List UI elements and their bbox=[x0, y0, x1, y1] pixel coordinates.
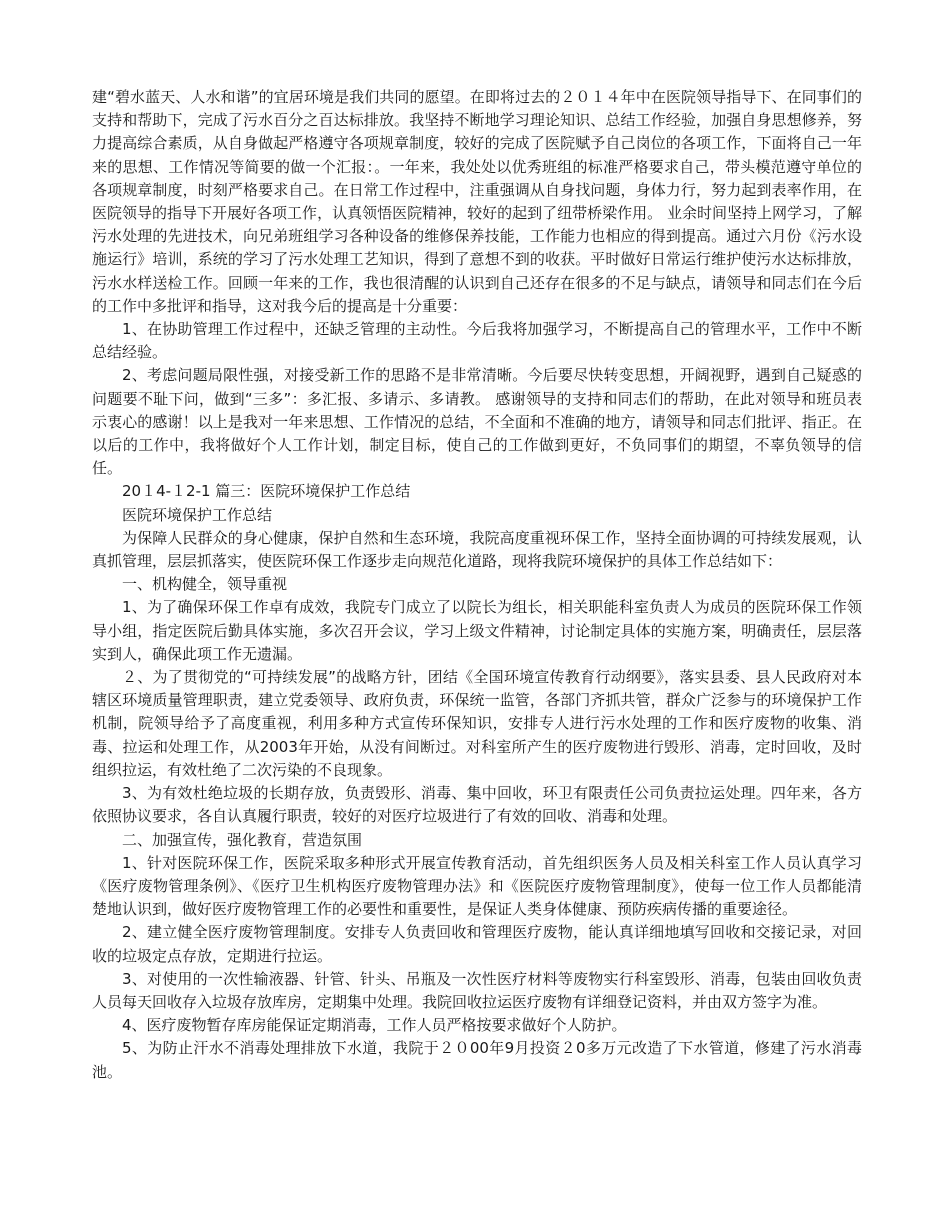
paragraph-overview: 为保障人民群众的身心健康，保护自然和生态环境，我院高度重视环保工作，坚持全面协调的可持续发展观，认真抓管理，层层抓落实，使医院环保工作逐步走向规范化道路，现将我院环境保护的具体工作总结如下： bbox=[92, 528, 862, 571]
paragraph-item-1: 1、在协助管理工作过程中，还缺乏管理的主动性。今后我将加强学习，不断提高自己的管理水平，工作中不断总结经验。 bbox=[92, 320, 862, 362]
date-and-section-title: 20１4-１2-1 篇三：医院环境保护工作总结 bbox=[122, 482, 411, 501]
paragraph-pub-4: 4、医疗废物暂存库房能保证定期消毒，工作人员严格按要求做好个人防护。 bbox=[122, 1016, 627, 1035]
heading-publicity: 二、加强宣传，强化教育，营造氛围 bbox=[122, 830, 363, 849]
paragraph-org-2: ２、为了贯彻党的“可持续发展”的战略方针，团结《全国环境宣传教育行动纲要》，落实县委、县人民政府对本辖区环境质量管理职责，建立党委领导、政府负责，环保统一监管，各部门齐抓共管，群众广泛参与的环境保护工作机制，院领导给予了高度重视，利用多种方式宣传环保知识，安排专人进行污水处理的工作和医疗废物的收集、消毒、拉运和处理工作，从2003年开始，从没有间断过。对科室所产生的医疗废物进行毁形、消毒，定时回收，及时组织拉运，有效杜绝了二次污染的不良现象。 bbox=[92, 668, 862, 779]
paragraph-intro: 建“碧水蓝天、人水和谐”的宜居环境是我们共同的愿望。在即将过去的２０１４年中在医院领导指导下、在同事们的支持和帮助下，完成了污水百分之百达标排放。我坚持不断地学习理论知识、总结工作经验，加强自身思想修养，努力提高综合素质，从自身做起严格遵守各项规章制度，较好的完成了医院赋予自己岗位的各项工作，下面将自己一年来的思想、工作情况等简要的做一个汇报：。一年来，我处处以优秀班组的标准严格要求自己，带头模范遵守单位的各项规章制度，时刻严格要求自己。在日常工作过程中，注重强调从自身找问题，身体力行，努力起到表率作用，在医院领导的指导下开展好各项工作，认真领悟医院精神，较好的起到了纽带桥梁作用。 业余时间坚持上网学习，了解污水处理的先进技术，向兄弟班组学习各种设备的维修保养技能，工作能力也相应的得到提高。通过六月份《污水设施运行》培训，系统的学习了污水处理工艺知识，得到了意想不到的收获。平时做好日常运行维护使污水达标排放， 污水水样送检工作。回顾一年来的工作，我也很清醒的认识到自己还存在很多的不足与缺点，请领导和同志们在今后的工作中多批评和指导，这对我今后的提高是十分重要： bbox=[92, 88, 862, 315]
paragraph-item-2: 2、考虑问题局限性强，对接受新工作的思路不是非常清晰。今后要尽快转变思想，开阔视野，遇到自己疑惑的问题要不耻下问，做到“三多”：多汇报、多请示、多请教。 感谢领导的支持和同志们的帮助，在此对领导和班员表示衷心的感谢！以上是我对一年来思想、工作情况的总结，不全面和不准确的地方，请领导和同志们批评、指正。在以后的工作中，我将做好个人工作计划，制定目标，使自己的工作做到更好，不负同事们的期望，不辜负领导的信任。 bbox=[92, 366, 862, 478]
paragraph-pub-5: 5、为防止汗水不消毒处理排放下水道，我院于２０00年9月投资２0多万元改造了下水管道，修建了污水消毒池。 bbox=[92, 1039, 862, 1081]
document-body bbox=[92, 86, 862, 1084]
paragraph-org-1: 1、为了确保环保工作卓有成效，我院专门成立了以院长为组长，相关职能科室负责人为成员的医院环保工作领导小组，指定医院后勤具体实施，多次召开会议，学习上级文件精神，讨论制定具体的实施方案，明确责任，层层落实到人，确保此项工作无遗漏。 bbox=[92, 598, 862, 663]
paragraph-pub-2: 2、建立健全医疗废物管理制度。安排专人负责回收和管理医疗废物，能认真详细地填写回收和交接记录，对回收的垃圾定点存放，定期进行拉运。 bbox=[92, 923, 862, 965]
paragraph-pub-1: 1、针对医院环保工作，医院采取多种形式开展宣传教育活动，首先组织医务人员及相关科室工作人员认真学习《医疗废物管理条例》、《医疗卫生机构医疗废物管理办法》和《医院医疗废物管理制度》，使每一位工作人员都能清楚地认识到，做好医疗废物管理工作的必要性和重要性，是保证人类身体健康、预防疾病传播的重要途径。 bbox=[92, 853, 862, 919]
paragraph-pub-3: 3、对使用的一次性输液器、针管、针头、吊瓶及一次性医疗材料等废物实行科室毁形、消毒，包装由回收负责人员每天回收存入垃圾存放库房，定期集中处理。我院回收拉运医疗废物有详细登记资料，并由双方签字为准。 bbox=[92, 969, 862, 1011]
paragraph-org-3: 3、为有效杜绝垃圾的长期存放，负责毁形、消毒、集中回收，环卫有限责任公司负责拉运处理。四年来，各方依照协议要求，各自认真履行职责，较好的对医疗垃圾进行了有效的回收、消毒和处理。 bbox=[92, 784, 862, 826]
heading-organization: 一、机构健全，领导重视 bbox=[122, 575, 288, 594]
section-title: 医院环境保护工作总结 bbox=[122, 505, 273, 524]
